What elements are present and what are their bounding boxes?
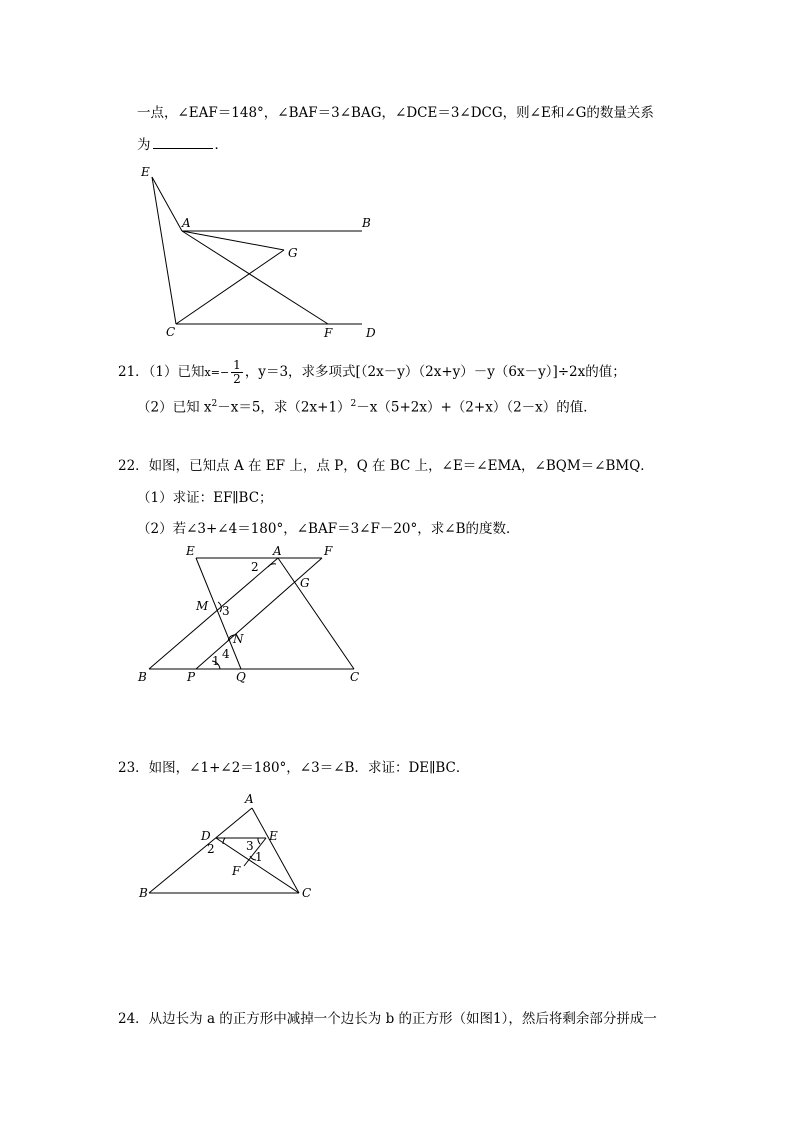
fraction-denominator: 2	[233, 372, 241, 386]
q23-angle-3: 3	[246, 839, 254, 853]
q22-label-C: C	[350, 670, 360, 684]
q23-stem: 23．如图，∠1+∠2＝180°，∠3＝∠B．求证：DE∥BC．	[118, 760, 470, 776]
q22-angle-2: 2	[251, 560, 259, 574]
q22-angle-3: 3	[222, 604, 230, 618]
q22-angle-1: 1	[212, 654, 220, 668]
q20-label-D: D	[366, 326, 376, 340]
q20-label-B: B	[362, 216, 371, 230]
q20-label-A: A	[182, 216, 191, 230]
q21-p1-x: x=−	[204, 366, 230, 379]
q22-label-Q: Q	[236, 670, 246, 684]
q22-stem: 22．如图，已知点 A 在 EF 上，点 P，Q 在 BC 上，∠E＝∠EMA，∠BQM＝∠BMQ．	[118, 458, 654, 474]
q23-label-D: D	[201, 829, 211, 843]
q21-p1-rest: ，y＝3，求多项式[（2x－y）（2x+y）－y（6x－y）]÷2x的值；	[244, 364, 626, 380]
q22-label-N: N	[233, 632, 244, 646]
q22-label-M: M	[196, 599, 209, 613]
q21-p1-prefix: 21．（1）已知	[118, 364, 205, 380]
q24-stem: 24．从边长为 a 的正方形中减掉一个边长为 b 的正方形（如图1），然后将剩余部分拼成一	[118, 1011, 657, 1027]
q20-label-F: F	[324, 326, 333, 340]
q21-exp2: 2	[350, 399, 357, 409]
q22-label-F: F	[324, 544, 333, 558]
q22-label-B: B	[138, 670, 147, 684]
q22-label-G: G	[300, 576, 310, 590]
q23-angle-2: 2	[207, 842, 215, 856]
q20-label-C: C	[166, 325, 176, 339]
fraction-numerator: 1	[233, 358, 241, 372]
q20-label-G: G	[288, 246, 298, 260]
q22-label-A: A	[273, 544, 282, 558]
q23-label-B: B	[139, 886, 148, 900]
q23-label-F: F	[232, 864, 241, 878]
q23-label-C: C	[302, 886, 312, 900]
q21-p2-b: －x＝5，求（2x+1）	[217, 399, 351, 416]
q22-angle-4: 4	[222, 647, 230, 661]
q21-exp1: 2	[211, 399, 218, 409]
q23-label-E: E	[269, 829, 278, 843]
q22-label-E: E	[186, 544, 195, 558]
q21-p2-c: －x（5+2x）+（2+x）（2－x）的值．	[356, 399, 597, 416]
q22-sub2: （2）若∠3+∠4＝180°，∠BAF＝3∠F－20°，求∠B的度数．	[137, 521, 520, 537]
q23-angle-1: 1	[255, 850, 263, 864]
q20-label-E: E	[141, 165, 150, 179]
q23-label-A: A	[245, 792, 254, 806]
q20-line1: 一点，∠EAF＝148°，∠BAF＝3∠BAG，∠DCE＝3∠DCG，则∠E和∠G的数量关系	[137, 105, 654, 121]
q21-p2-a: （2）已知 x	[137, 399, 212, 416]
q22-label-P: P	[187, 670, 196, 684]
q22-sub1: （1）求证：EF∥BC；	[137, 490, 273, 506]
q20-line2-prefix: 为	[137, 137, 151, 153]
q20-line2-suffix: ．	[214, 137, 228, 153]
